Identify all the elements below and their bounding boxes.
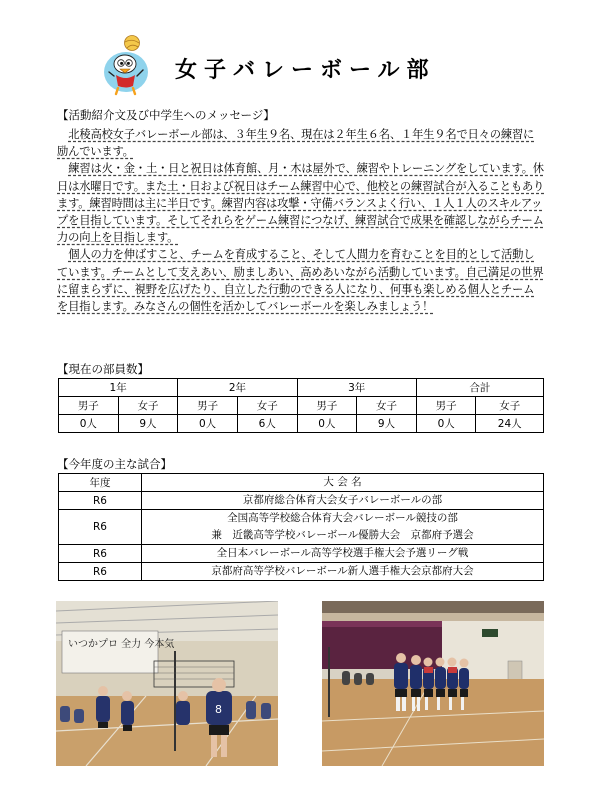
matches-heading: 【今年度の主な試合】 [57, 457, 172, 471]
col-year-header: 年度 [59, 474, 142, 492]
table-row [59, 545, 544, 563]
gender-label: 女子 [237, 397, 297, 415]
col-name-header: 大 会 名 [142, 474, 544, 492]
gender-label: 女子 [118, 397, 178, 415]
match-year: R6 [59, 545, 142, 563]
members-count-row [59, 415, 544, 433]
match-name-line: 京都府総合体育大会女子バレーボールの部 [242, 494, 443, 506]
members-table [58, 378, 544, 433]
matches-table [58, 473, 544, 581]
mascot-logo [102, 34, 154, 96]
photo-match [56, 601, 278, 766]
match-name [142, 545, 544, 563]
member-count: 9人 [357, 415, 417, 433]
match-name [142, 492, 544, 510]
member-count: 0人 [297, 415, 357, 433]
member-count: 0人 [178, 415, 238, 433]
gender-label: 男子 [297, 397, 357, 415]
match-name-line: 全日本バレーボール高等学校選手権大会予選リーグ戦 [216, 547, 469, 559]
banner-text: いつかプロ 全力 今本気 [68, 639, 175, 650]
match-year: R6 [59, 492, 142, 510]
members-group-header: 2年 [178, 379, 297, 397]
message-paragraph-1: 北稜高校女子バレーボール部は、３年生９名、現在は２年生６名、１年生９名で日々の練習に励んでいます。 [57, 128, 535, 159]
members-group-header: 1年 [59, 379, 178, 397]
gender-label: 女子 [476, 397, 544, 415]
member-count: 6人 [237, 415, 297, 433]
match-name-line-2: 兼 近畿高等学校バレーボール優勝大会 京都府予選会 [211, 529, 474, 541]
match-name-line: 京都府高等学校バレーボール新人選手権大会京都府大会 [211, 565, 474, 577]
match-name [142, 563, 544, 581]
match-year: R6 [59, 510, 142, 545]
match-name [142, 510, 544, 545]
match-year: R6 [59, 563, 142, 581]
table-row [59, 563, 544, 581]
message-heading: 【活動紹介文及び中学生へのメッセージ】 [57, 108, 275, 122]
members-gender-row [59, 397, 544, 415]
gender-label: 女子 [357, 397, 417, 415]
members-heading: 【現在の部員数】 [57, 362, 149, 376]
members-group-header: 3年 [297, 379, 416, 397]
message-body [57, 126, 545, 315]
photo-lineup [322, 601, 544, 766]
members-group-header: 合計 [416, 379, 543, 397]
matches-header-row [59, 474, 544, 492]
jersey-number: 8 [215, 703, 222, 716]
message-paragraph-3: 個人の力を伸ばすこと、チームを育成すること、そして人間力を育むことを目的として活動しています。チームとして支えあい、励ましあい、高めあいながら活動しています。自己満足の世界に留まらずに、視野を広げたり、自立した行動のできる人になり、何事も楽しめる個人とチームを目指します。みなさんの個性を活かしてバレーボールを楽しみましょう！ [57, 248, 544, 314]
gender-label: 男子 [59, 397, 119, 415]
gender-label: 男子 [178, 397, 238, 415]
member-count: 24人 [476, 415, 544, 433]
match-name-line: 全国高等学校総合体育大会バレーボール競技の部 [227, 512, 458, 524]
page-title: 女子バレーボール部 [175, 58, 436, 83]
message-paragraph-2: 練習は火・金・土・日と祝日は体育館、月・木は屋外で、練習やトレーニングをしています。休日は水曜日です。また土・日および祝日はチーム練習中心で、他校との練習試合が入ることもあります。練習時間は主に半日です。練習内容は攻撃・守備バランスよく行い、１人１人のスキルアップを目指しています。そしてそれらをゲーム練習につなげ、練習試合で成果を確認しながらチーム力の向上を目指します。 [57, 162, 545, 245]
member-count: 9人 [118, 415, 178, 433]
member-count: 0人 [416, 415, 476, 433]
table-row [59, 510, 544, 545]
member-count: 0人 [59, 415, 119, 433]
table-row [59, 492, 544, 510]
gender-label: 男子 [416, 397, 476, 415]
members-group-row [59, 379, 544, 397]
